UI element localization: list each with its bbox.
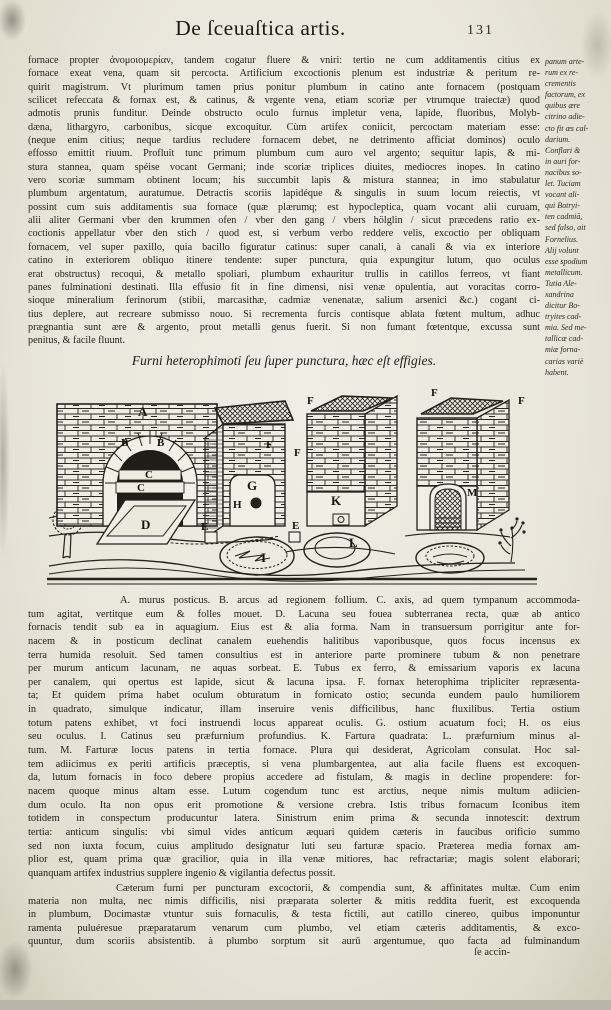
- text-line: effosso emittit riuum. Profluit tunc primum plumbum cum auro vel argento; sequitur lapis, & mi-: [28, 148, 540, 160]
- text-line: let. Tuciam: [545, 179, 581, 189]
- text-line: prægnantia sunt ære & argento, prout metalli genus fuerit. Si non fumant fœtentque, excussa sunt: [28, 321, 540, 333]
- fartura-box: [333, 514, 349, 525]
- margin-notes: [545, 56, 609, 378]
- plant: [498, 517, 525, 562]
- catchword: ſe accin-: [474, 947, 510, 958]
- text-line: stura stannea, quam spéise vocant Germani; inde scoriæ triplices diuites, mediocres inopes. In catino: [28, 161, 540, 173]
- body-paragraph-2: [28, 882, 580, 948]
- furnace-second: [289, 395, 397, 567]
- text-line: tum. M. Farturæ locus patens in tertia fornace. Plura qui desiderat, Agricolam consulat. Hoc sal-: [28, 745, 580, 757]
- figure-label-f: F: [431, 387, 438, 399]
- text-line: nacem quoque minus altam esse. Lutum cogendum tunc est arctius, neque nimis multum adiicien-: [28, 785, 580, 797]
- woodcut-figure: [45, 386, 541, 590]
- text-line: alii aliter Germani vber den krummen ofen / vber den gang / vbers hölglin / sicut præcedens ratio ex-: [28, 215, 540, 227]
- text-line: catino in exteriorem obliquo itinere tendente: super punctura, quia expungitur lutum, quo oculus: [28, 255, 540, 267]
- text-line: sioque mineralium ferinorum (stibii, marcasithæ, cadmiæ venenatæ, salium arsenici &c.) cogant ci-: [28, 295, 540, 307]
- figure-label-m: M: [467, 487, 478, 499]
- running-title: De ſceuaſtica artis.: [175, 16, 346, 40]
- text-line: terra humida resoluit. Sed tamen consultius est in anteriore parte prominere tubum & non penetrare: [28, 649, 580, 661]
- text-line: Cæterum furni per puncturam excoctorii, & compendia sunt, & affinitates multæ. Cum enim: [116, 883, 580, 894]
- basin-rim: [227, 542, 287, 569]
- furnace-top-grate: [215, 401, 293, 424]
- furnace-wall: [57, 404, 217, 544]
- text-line: tertia: anticum singulis: vbi simul vides anticum æquari quidem cæteris in faucibus orificio summo: [28, 826, 580, 838]
- text-line: vero scoriæ summam obtinent locum; his succumbit lapis & mistura stannea; in imo stabulatur: [28, 175, 540, 187]
- text-line: in quadrato, simulque indicatur, illam inseruire venis difficilibus, hanc fluxilibus. Tertia ostium: [28, 704, 580, 716]
- text-line: dæna, lithargyro, carbonibus, sicque excoquitur. Cùm artifex coniicit, percoctam materiam esse:: [28, 121, 540, 133]
- text-line: Alij volunt: [545, 245, 579, 255]
- text-line: fornacem, vel super paxillo, quia bacillo figuratur catinus: super canali, à canali & via ex interiore: [28, 241, 540, 253]
- text-line: vocant ali-: [545, 190, 580, 200]
- figure-caption: Furni heterophimoti ſeu ſuper punctura, hæc eſt effigies.: [131, 353, 437, 368]
- text-line: metallicum.: [545, 267, 583, 277]
- text-line: possint cum suis additamentis sua fornace (quæ plærumq; est hypocleptica, quam vocant alii curuam,: [28, 201, 540, 213]
- text-line: qui Botryi-: [545, 201, 580, 211]
- figure-label-e: E: [201, 521, 209, 533]
- text-line: Conflari &: [545, 145, 581, 155]
- figure-label-g: G: [247, 478, 258, 493]
- text-line: mia. Sed me-: [545, 323, 587, 333]
- text-line: dum oculo. Ita non opus erit promotione & versione crebra. Istis tribus fornacum Iconibus item: [28, 799, 580, 811]
- text-line: factorum, ex: [545, 90, 585, 100]
- text-line: xandrina: [545, 289, 574, 299]
- text-line: esse spodium: [545, 256, 588, 266]
- figure-label-f: F: [518, 395, 525, 407]
- text-line: quibus ære: [545, 101, 581, 111]
- text-line: ten cadmiā,: [545, 212, 583, 222]
- figure-label-i: I: [261, 550, 267, 565]
- figure-label-c: C: [145, 469, 153, 481]
- text-line: fornace exeat vena, quam sit percocta. Artificium excoctionis plenum est industriæ & peritum re-: [28, 68, 540, 80]
- figure-label-f: F: [307, 395, 314, 407]
- scan-smudge: [0, 330, 12, 590]
- text-line: dicitur Bo-: [545, 301, 580, 311]
- text-line: materia non multa, nec nimis difficilis, nisi præparata solerter & mitis reddita fuerit, est excoquenda: [28, 896, 580, 908]
- text-line: (neque enim citius; neque tardius recludere fornacem debet, ne detrimento afficiat dominos) oculo: [28, 135, 540, 147]
- text-line: tius deplere, aut recreare submisso nouo. Si recrementa furcis contisque ablata fœtent multum, adhuc: [28, 308, 540, 320]
- arch-doorway-grate: [435, 489, 461, 530]
- text-line: sed non iuxta focum, cuius amplitudo designatur luti seu farturæ spacio. Præterea media fornax am-: [28, 840, 580, 852]
- furnace-front-upper: [417, 418, 477, 486]
- text-line: citrino adie-: [545, 112, 585, 122]
- text-line: quanquam artifex industrius supplere ingenio & vigilantia defectus possit.: [28, 867, 336, 879]
- text-line: fornacis tendit sub ea in aquagium. Eius est & alia forma. Nam in transuersum porrigitur ante for-: [28, 622, 580, 634]
- text-line: fornace propter ἀνομοιομερίαν, tandem cogatur fluere & vniri: tertio ne cum additamentis citius ex: [28, 55, 540, 66]
- text-line: Fornelius.: [545, 234, 579, 244]
- furnace-third: [416, 387, 525, 573]
- page-header: [0, 16, 611, 48]
- text-line: totidem in conspectum producuntur latera. Sinistrum enim prima & secunda innotescit: dextrum: [28, 813, 580, 825]
- furnace-side: [477, 400, 509, 530]
- furnace-front-upper: [307, 414, 365, 492]
- text-line: plior est, quam prima quæ gracilior, quia in illa venæ mitiores, hac refractariæ; magis solent elaborari;: [28, 854, 580, 866]
- figure-label-a: A: [138, 404, 148, 419]
- furnace-side: [365, 396, 397, 526]
- arch-lintel-lower: [116, 482, 184, 493]
- text-line: carias variè: [545, 356, 584, 366]
- oculus: [251, 498, 262, 509]
- text-line: tum agitat, vertitque eum & folles mouet. D. Lacuna seu fouea subterranea recta, quæ ab antico: [28, 608, 580, 620]
- figure-label-l: L: [349, 535, 358, 550]
- text-line: plumbum argentatum, auratumue. Detractis scoriis lapidéque & singulis in suum locum reiectis, vt: [28, 188, 540, 200]
- text-line: nacem & in posticum declinat canalem euehendis halitibus vaporibusque, quos focus incensus ex: [28, 635, 580, 647]
- text-line: ta; Et quidem prima habet oculum obturatum in fornicato ostio; secunda eundem paulo humiliorem: [28, 690, 580, 702]
- text-line: cto fit æs cal-: [545, 123, 589, 133]
- text-line: per canalem, qui opertus est lapide, sicut & lacuna ipsa. F. fornax heterophima tripliciter repræsenta-: [28, 676, 580, 688]
- figure-label-f: F: [266, 439, 273, 451]
- figure-label-b: B: [121, 437, 129, 449]
- text-line: miæ forna-: [545, 345, 581, 355]
- text-line: in plumbum, Docimastæ vtuntur suis fornaculis, & testa fictili, aut catillo cinereo, quibus imponuntur: [28, 909, 580, 921]
- text-line: Tutia Ale-: [545, 278, 577, 288]
- iron-tube-cube: [205, 532, 217, 543]
- basin-shading: [433, 554, 467, 564]
- text-line: panes fulminationi destinati. Illa effusio fit in fine dimensi, nisi venæ opulentia, aut voracitas corro-: [28, 281, 540, 293]
- figure-label-d: D: [141, 517, 151, 532]
- figure-label-f: F: [294, 447, 301, 459]
- text-line: habent.: [545, 367, 569, 377]
- text-line: rum ex re-: [545, 68, 579, 78]
- text-line: penitus, & facile fluunt.: [28, 335, 126, 347]
- text-line: panum arte-: [545, 57, 585, 66]
- figure-label-b: B: [157, 437, 165, 449]
- page-number: 131: [467, 23, 494, 38]
- figure-explanation-paragraph: [28, 594, 580, 880]
- text-line: ramenta puluéresue præparatarum venarum cum plumbo, vel etiam cæteris additamentis, & exco-: [28, 922, 580, 934]
- text-line: A. murus posticus. B. arcus ad regionem follium. C. axis, ad quem tympanum accommoda-: [120, 595, 580, 606]
- figure-label-e: E: [292, 520, 300, 532]
- figure-label-k: K: [331, 493, 342, 508]
- text-line: totum patens exhibet, vt foci instruendi locus appareat oculis. G. ostium acuatum foci; H. os eius: [28, 717, 580, 729]
- text-line: in auri for-: [545, 156, 581, 166]
- text-line: quirit magistrum. Vt plurimum tamen prius ponitur plumbum in catino ante fornacem (postquam: [28, 81, 540, 93]
- iron-tube-cube: [289, 532, 300, 542]
- body-paragraph-1: [28, 54, 540, 348]
- text-line: darium.: [545, 134, 571, 144]
- furnace-woodcut-illustration: [45, 386, 541, 590]
- text-line: da, lutum fornacis in foco debere propius accedere ad fistulam, & magis in decline propendere: for-: [28, 772, 580, 784]
- figure-label-c: C: [137, 482, 145, 494]
- text-line: sed falso, ait: [545, 223, 586, 233]
- text-line: coctionis appellatur vber den stich / quod est, si verbum verbo reddere velis, excoctio per obliquam: [28, 228, 540, 240]
- text-line: scilicet refeccata & fornax est, & catinus, & vrgente vena, etiam scoriæ per vtrumque traiectæ) quod: [28, 95, 540, 107]
- text-line: nacibus so-: [545, 167, 582, 177]
- figure-label-h: H: [233, 499, 242, 511]
- text-line: erat obstructus) recoqui, & metallo spoliari, plumbum exhauritur trullis in catillos ferreos, vt fiant: [28, 268, 540, 280]
- text-line: tem adiicimus ex periti artificis præceptis, si vena plumbargentea, aut alia facile fluens est excoquen-: [28, 758, 580, 770]
- basin-outer: [304, 533, 370, 567]
- basin-rim: [426, 546, 474, 566]
- text-line: crementis: [545, 79, 576, 89]
- text-line: per murum anticum lacunam, ne aquas sorbeat. E. Tubus ex ferro, & emissarium vaporis ex lacuna: [28, 663, 580, 675]
- text-line: tallicæ cad-: [545, 334, 583, 344]
- text-line: quuntur, dum scoriis absistentib. à plumbo sorptum sit aurū argentumue, quo facta ad fulminandum: [28, 935, 580, 947]
- text-line: admotis prunis funditur. Deinde obstructo oculo furnus impletur vena, lapide, fluoribus, Molyb-: [28, 108, 540, 120]
- text-line: seu oculus. I. Catinus seu præfurnium profundius. K. Fartura quadrata: L. præfurnium minus al-: [28, 731, 580, 743]
- text-line: tryites cad-: [545, 312, 582, 322]
